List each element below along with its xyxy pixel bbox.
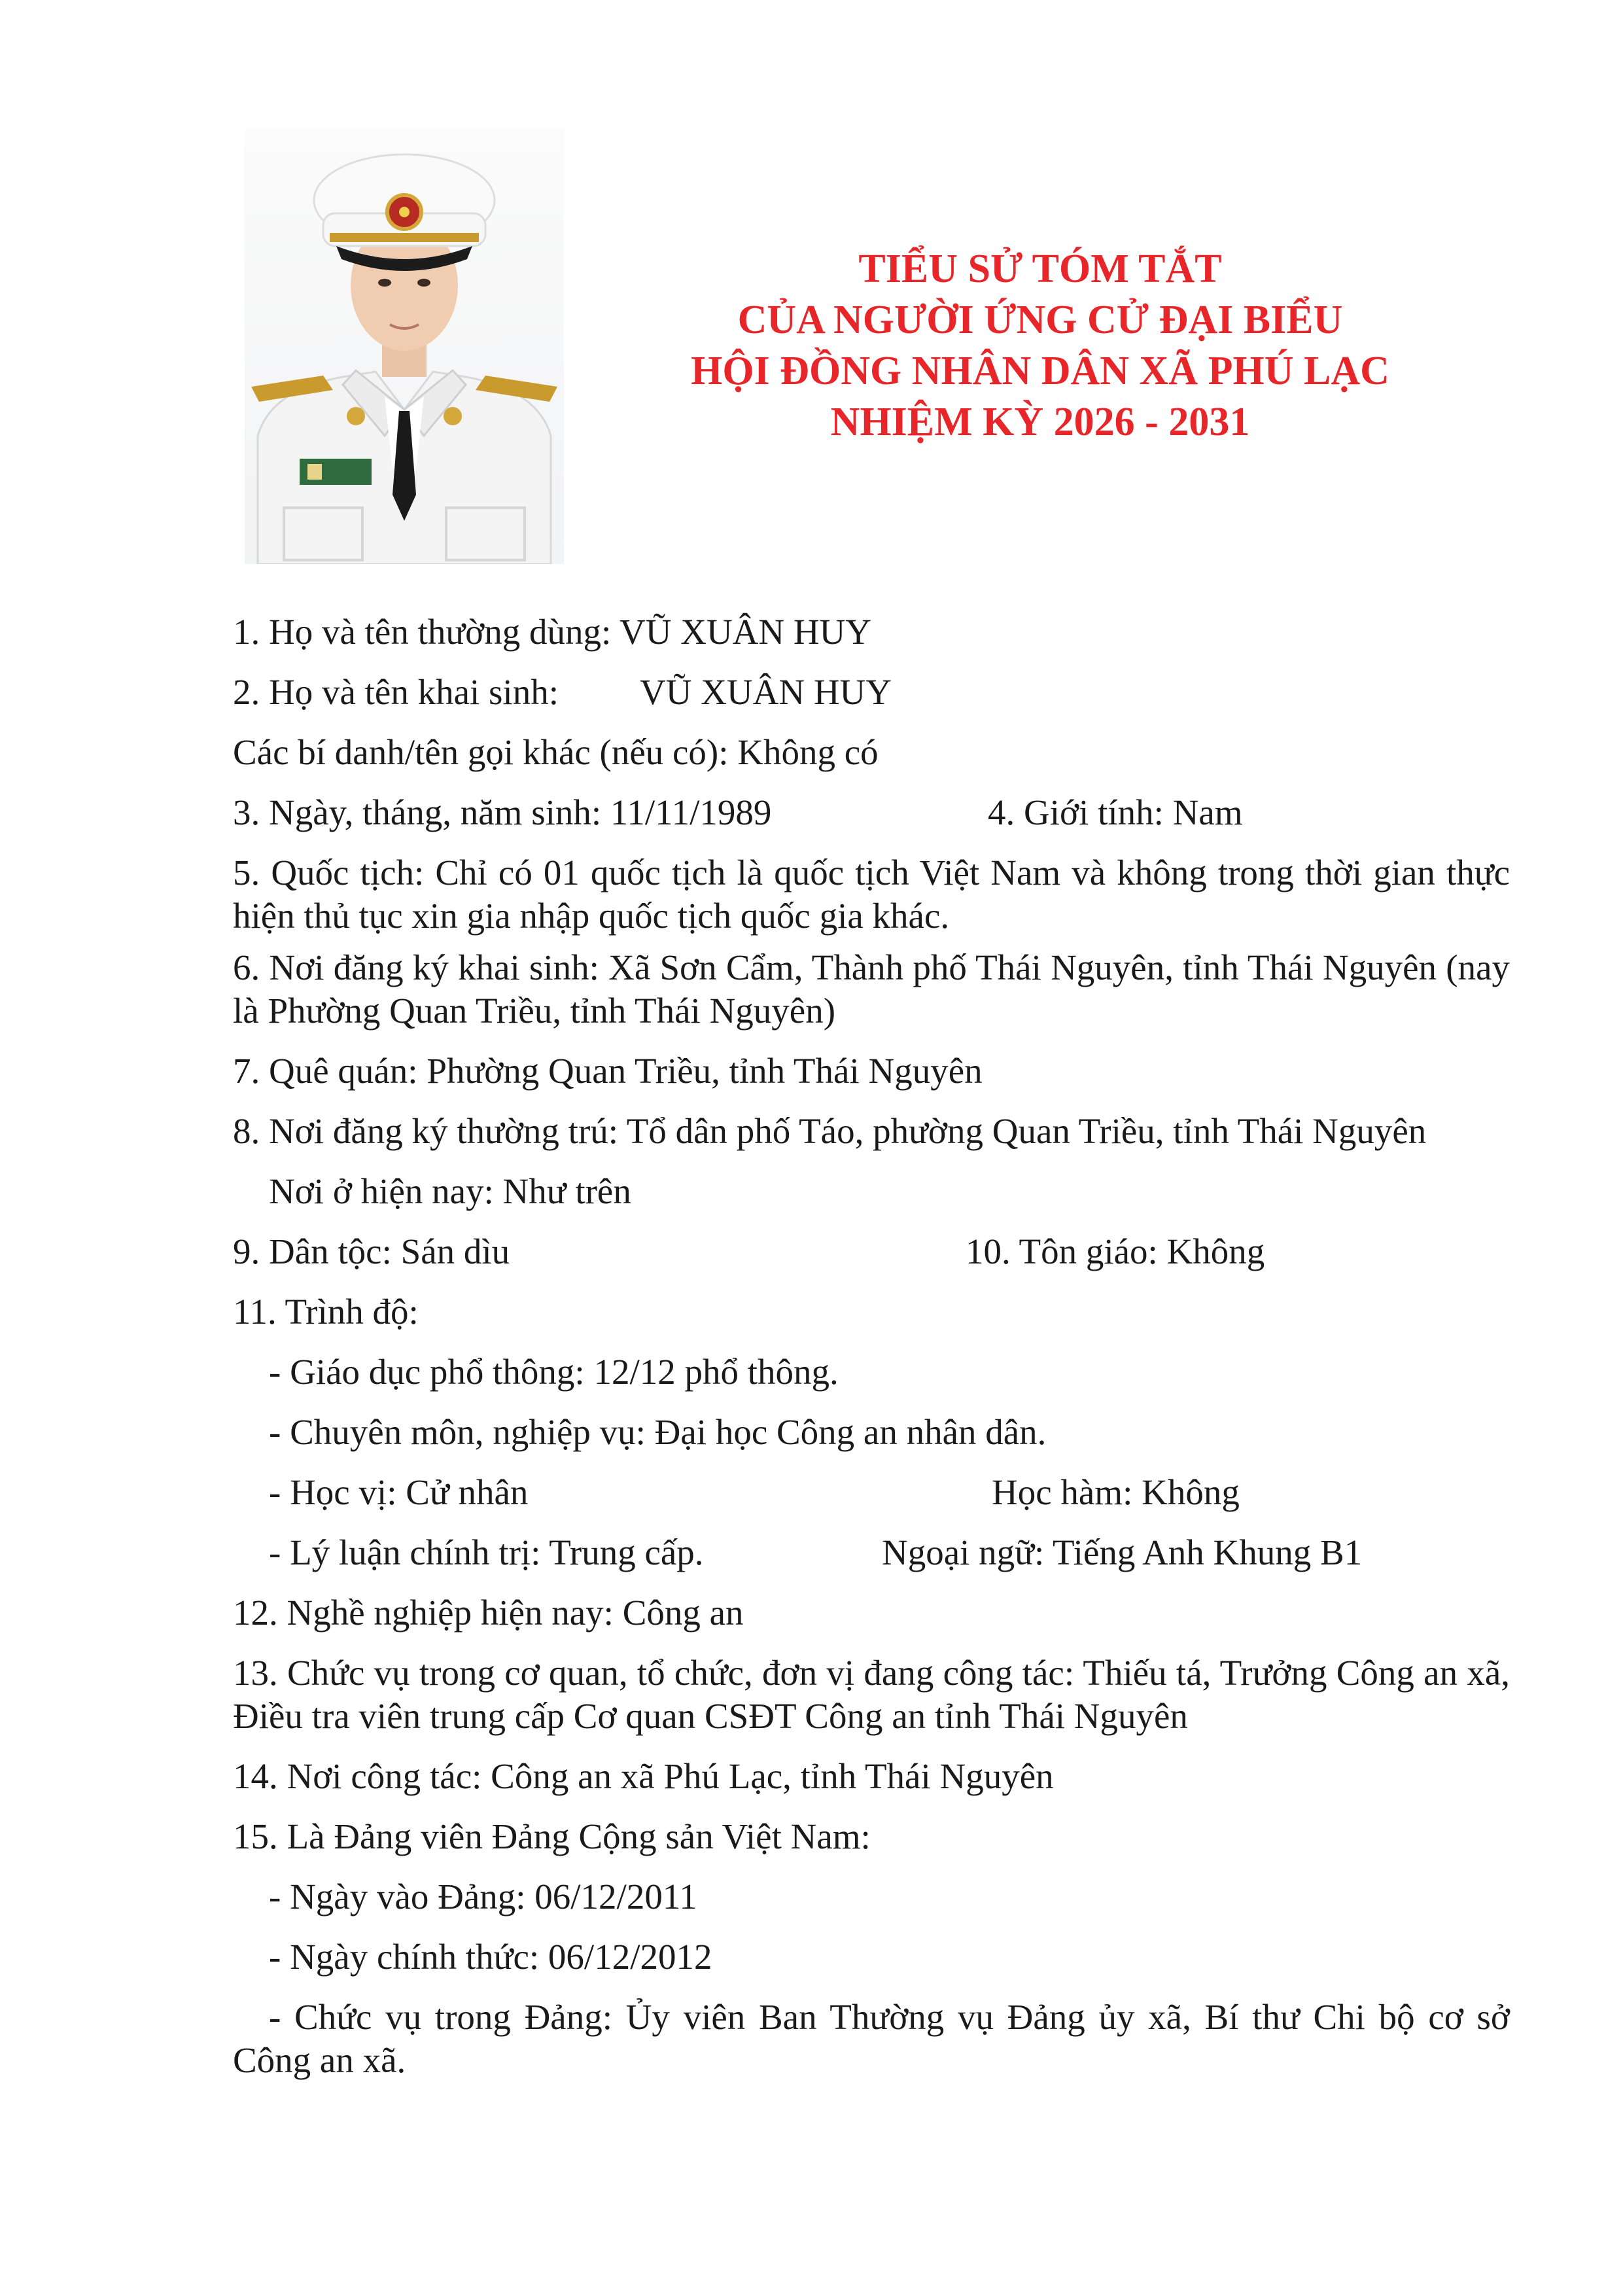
biography-content [233,602,1510,2091]
document-title [608,243,1472,448]
title-line-2: CỦA NGƯỜI ỨNG CỬ ĐẠI BIỂU [737,298,1343,342]
portrait-photo [245,128,564,564]
birth-name-value: VŨ XUÂN HUY [640,672,892,712]
item-hometown: 7. Quê quán: Phường Quan Triều, tỉnh Thái Nguyên [233,1051,983,1091]
item-position: 13. Chức vụ trong cơ quan, tổ chức, đơn vị đang công tác: Thiếu tá, Trưởng Công an xã, Điều tra viên trung cấp Cơ quan CSĐT Công an tỉnh Thái Nguyên [233,1653,1510,1736]
item-current-residence: Nơi ở hiện nay: Như trên [269,1171,631,1211]
item-party-join-date: - Ngày vào Đảng: 06/12/2011 [269,1877,697,1916]
item-party-position: - Chức vụ trong Đảng: Ủy viên Ban Thường vụ Đảng ủy xã, Bí thư Chi bộ cơ sở Công an xã. [233,1997,1510,2080]
item-alias: Các bí danh/tên gọi khác (nếu có): Không có [233,732,879,772]
item-birth-name [233,662,1510,722]
religion: 10. Tôn giáo: Không [966,1231,1265,1271]
item-general-education: - Giáo dục phổ thông: 12/12 phổ thông. [269,1352,839,1392]
item-permanent-residence: 8. Nơi đăng ký thường trú: Tổ dân phố Táo, phường Quan Triều, tỉnh Thái Nguyên [233,1111,1427,1151]
title-line-3: HỘI ĐỒNG NHÂN DÂN XÃ PHÚ LẠC [691,349,1389,393]
academic-title: Học hàm: Không [992,1472,1240,1512]
birth-date: 3. Ngày, tháng, năm sinh: 11/11/1989 [233,792,772,832]
item-birth-registration: 6. Nơi đăng ký khai sinh: Xã Sơn Cẩm, Thành phố Thái Nguyên, tỉnh Thái Nguyên (nay là Phường Quan Triều, tỉnh Thái Nguyên) [233,947,1510,1031]
item-specialty: - Chuyên môn, nghiệp vụ: Đại học Công an nhân dân. [269,1412,1047,1452]
political-theory: - Lý luận chính trị: Trung cấp. [269,1532,704,1572]
item-politics-language [233,1523,1510,1583]
item-nationality: 5. Quốc tịch: Chỉ có 01 quốc tịch là quốc tịch Việt Nam và không trong thời gian thực hiện thủ tục xin gia nhập quốc tịch quốc gia khác. [233,853,1510,936]
ethnicity: 9. Dân tộc: Sán dìu [233,1231,510,1271]
item-birth-gender [233,783,1510,843]
portrait-icon [245,128,564,564]
item-education-heading: 11. Trình độ: [233,1292,419,1332]
item-workplace: 14. Nơi công tác: Công an xã Phú Lạc, tỉnh Thái Nguyên [233,1756,1054,1796]
item-common-name: 1. Họ và tên thường dùng: VŨ XUÂN HUY [233,612,872,652]
degree: - Học vị: Cử nhân [269,1472,529,1512]
item-party-member: 15. Là Đảng viên Đảng Cộng sản Việt Nam: [233,1816,871,1856]
birth-name-label: 2. Họ và tên khai sinh: [233,672,559,712]
title-line-4: NHIỆM KỲ 2026 - 2031 [830,400,1250,444]
title-line-1: TIỂU SỬ TÓM TẮT [858,247,1222,291]
item-ethnicity-religion [233,1222,1510,1282]
item-party-official-date: - Ngày chính thức: 06/12/2012 [269,1937,712,1977]
gender: 4. Giới tính: Nam [988,792,1243,832]
item-degree-row [233,1462,1510,1523]
item-occupation: 12. Nghề nghiệp hiện nay: Công an [233,1593,744,1633]
foreign-language: Ngoại ngữ: Tiếng Anh Khung B1 [882,1532,1363,1572]
